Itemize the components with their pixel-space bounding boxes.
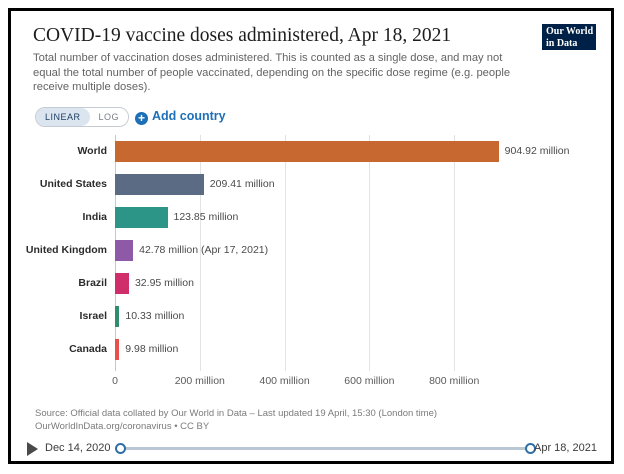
owid-logo xyxy=(541,23,597,51)
bar[interactable] xyxy=(115,273,129,294)
plus-icon: + xyxy=(135,112,148,125)
bar-value-label: 123.85 million xyxy=(173,211,239,223)
bar-category-label: Brazil xyxy=(78,277,107,289)
timeline-control xyxy=(11,439,611,461)
x-axis-tick-label: 600 million xyxy=(344,375,395,387)
bar-value-label: 10.33 million xyxy=(125,310,185,322)
bar-row[interactable] xyxy=(11,168,611,200)
bar-category-label: Israel xyxy=(79,310,107,322)
x-axis-tick-label: 0 xyxy=(112,375,118,387)
bar[interactable] xyxy=(115,174,204,195)
bar-chart xyxy=(11,135,611,395)
bar-row[interactable] xyxy=(11,135,611,167)
bar-row[interactable] xyxy=(11,267,611,299)
chart-card xyxy=(8,8,614,464)
bar[interactable] xyxy=(115,207,168,228)
x-axis-tick-label: 200 million xyxy=(174,375,225,387)
scale-toggle-group[interactable] xyxy=(35,107,129,127)
bar[interactable] xyxy=(115,240,133,261)
timeline-end-label: Apr 18, 2021 xyxy=(534,442,597,454)
bar-category-label: United Kingdom xyxy=(25,244,107,256)
page-title: COVID-19 vaccine doses administered, Apr 18, 2021 xyxy=(33,25,452,46)
add-country-button[interactable] xyxy=(135,106,226,126)
timeline-track[interactable] xyxy=(121,447,531,450)
bar[interactable] xyxy=(115,339,119,360)
bar[interactable] xyxy=(115,141,499,162)
add-country-label: Add country xyxy=(152,109,226,123)
source-line-2[interactable]: OurWorldInData.org/coronavirus • CC BY xyxy=(35,421,210,432)
source-line-1: Source: Official data collated by Our World in Data – Last updated 19 April, 15:30 (London time) xyxy=(35,408,438,419)
logo-line-2: in Data xyxy=(546,37,578,49)
timeline-start-label: Dec 14, 2020 xyxy=(45,442,111,454)
log-scale-toggle[interactable]: LOG xyxy=(90,108,129,126)
x-axis-tick-label: 800 million xyxy=(429,375,480,387)
logo-line-1: Our World xyxy=(546,26,594,37)
x-axis-tick-label: 400 million xyxy=(259,375,310,387)
bar-category-label: Canada xyxy=(69,343,107,355)
bar[interactable] xyxy=(115,306,119,327)
bar-row[interactable] xyxy=(11,201,611,233)
bar-row[interactable] xyxy=(11,300,611,332)
bar-value-label: 42.78 million (Apr 17, 2021) xyxy=(139,244,269,256)
bar-row[interactable] xyxy=(11,234,611,266)
bar-category-label: United States xyxy=(39,178,107,190)
timeline-handle-start[interactable] xyxy=(115,443,126,454)
chart-controls xyxy=(35,107,226,127)
bar-category-label: World xyxy=(77,145,107,157)
bar-category-label: India xyxy=(82,211,107,223)
bar-value-label: 209.41 million xyxy=(209,178,275,190)
bar-value-label: 904.92 million xyxy=(504,145,570,157)
chart-subtitle: Total number of vaccination doses administered. This is counted as a single dose, and may not equal the total number of people vaccinated, depending on the specific dose regime (e.g. people receive multiple doses). xyxy=(33,52,511,93)
bar-value-label: 9.98 million xyxy=(125,343,179,355)
bar-value-label: 32.95 million xyxy=(134,277,194,289)
linear-scale-toggle[interactable]: LINEAR xyxy=(36,108,90,126)
play-icon[interactable] xyxy=(27,442,38,456)
chart-source xyxy=(35,407,555,433)
bar-row[interactable] xyxy=(11,333,611,365)
